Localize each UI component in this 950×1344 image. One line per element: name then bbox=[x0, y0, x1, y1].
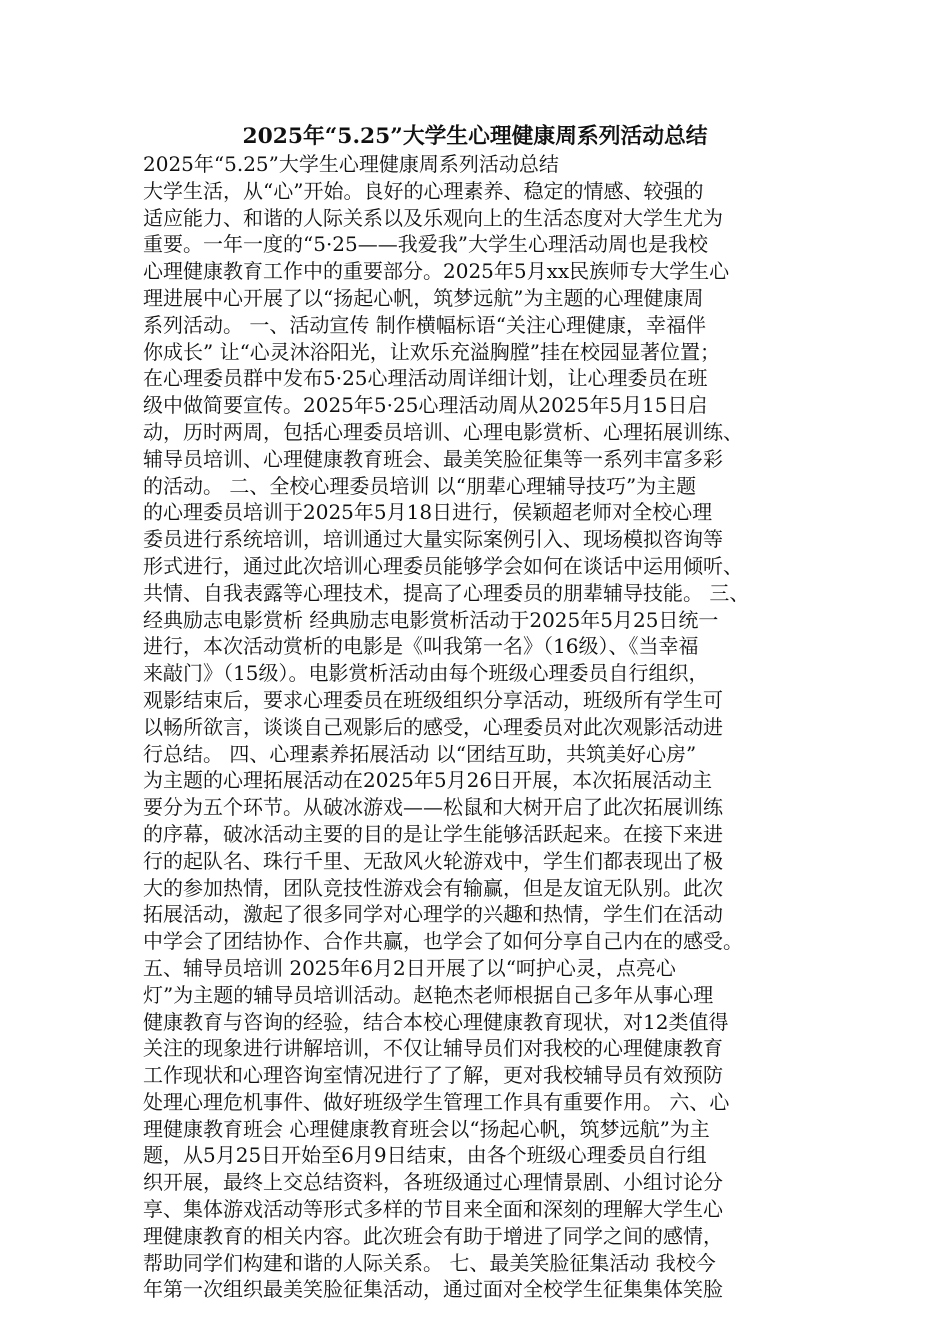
body-text-line: 重要。一年一度的“5·25——我爱我”大学生心理活动周也是我校 bbox=[143, 232, 708, 257]
body-text-line: 灯”为主题的辅导员培训活动。赵艳杰老师根据自己多年从事心理 bbox=[143, 982, 714, 1007]
document-subtitle-line: 2025年“5.25”大学生心理健康周系列活动总结 bbox=[143, 152, 559, 176]
body-text-line: 的活动。 二、全校心理委员培训 以“朋辈心理辅导技巧”为主题 bbox=[143, 473, 697, 498]
body-text-line: 进行，本次活动赏析的电影是《叫我第一名》（16级）、《当幸福 bbox=[143, 634, 699, 659]
body-text-line: 理进展中心开展了以“扬起心帆，筑梦远航”为主题的心理健康周 bbox=[143, 285, 704, 310]
body-text-line: 经典励志电影赏析 经典励志电影赏析活动于2025年5月25日统一 bbox=[143, 607, 719, 632]
body-text-line: 在心理委员群中发布5·25心理活动周详细计划，让心理委员在班 bbox=[143, 366, 708, 391]
body-text-line: 以畅所欲言，谈谈自己观影后的感受，心理委员对此次观影活动进 bbox=[143, 714, 723, 739]
body-text-line: 行总结。 四、心理素养拓展活动 以“团结互助，共筑美好心房” bbox=[143, 741, 697, 766]
body-text-line: 健康教育与咨询的经验，结合本校心理健康教育现状，对12类值得 bbox=[143, 1009, 729, 1034]
body-text-line: 拓展活动，激起了很多同学对心理学的兴趣和热情，学生们在活动 bbox=[143, 902, 723, 927]
body-text-line: 工作现状和心理咨询室情况进行了了解，更对我校辅导员有效预防 bbox=[143, 1063, 723, 1088]
body-text-line: 共情、自我表露等心理技术，提高了心理委员的朋辈辅导技能。 三、 bbox=[143, 580, 750, 605]
body-text-line: 观影结束后，要求心理委员在班级组织分享活动，班级所有学生可 bbox=[143, 687, 723, 712]
body-text-line: 适应能力、和谐的人际关系以及乐观向上的生活态度对大学生尤为 bbox=[143, 205, 723, 230]
body-text-line: 中学会了团结协作、合作共赢，也学会了如何分享自己内在的感受。 bbox=[143, 929, 743, 954]
body-text-line: 五、辅导员培训 2025年6月2日开展了以“呵护心灵，点亮心 bbox=[143, 955, 676, 980]
body-text-line: 大学生活，从“心”开始。良好的心理素养、稳定的情感、较强的 bbox=[143, 178, 704, 203]
body-text-line: 动，历时两周，包括心理委员培训、心理电影赏析、心理拓展训练、 bbox=[143, 419, 743, 444]
body-text-line: 辅导员培训、心理健康教育班会、最美笑脸征集等一系列丰富多彩 bbox=[143, 446, 723, 471]
body-text-line: 要分为五个环节。从破冰游戏——松鼠和大树开启了此次拓展训练 bbox=[143, 795, 723, 820]
body-text-line: 委员进行系统培训，培训通过大量实际案例引入、现场模拟咨询等 bbox=[143, 527, 723, 552]
body-text-line: 关注的现象进行讲解培训，不仅让辅导员们对我校的心理健康教育 bbox=[143, 1036, 723, 1061]
body-text-line: 享、集体游戏活动等形式多样的节目来全面和深刻的理解大学生心 bbox=[143, 1197, 723, 1222]
body-text-line: 来敲门》（15级）。电影赏析活动由每个班级心理委员自行组织， bbox=[143, 661, 709, 686]
body-text-line: 大的参加热情，团队竞技性游戏会有输赢，但是友谊无队别。此次 bbox=[143, 875, 723, 900]
body-text-line: 心理健康教育工作中的重要部分。2025年5月xx民族师专大学生心 bbox=[143, 259, 730, 284]
body-text-line: 为主题的心理拓展活动在2025年5月26日开展，本次拓展活动主 bbox=[143, 768, 713, 793]
body-text-line: 行的起队名、珠行千里、无敌风火轮游戏中，学生们都表现出了极 bbox=[143, 848, 723, 873]
document-title: 2025年“5.25”大学生心理健康周系列活动总结 bbox=[242, 124, 708, 149]
body-text-line: 的心理委员培训于2025年5月18日进行，侯颖超老师对全校心理 bbox=[143, 500, 713, 525]
body-text-line: 织开展，最终上交总结资料，各班级通过心理情景剧、小组讨论分 bbox=[143, 1170, 723, 1195]
body-text-line: 处理心理危机事件、做好班级学生管理工作具有重要作用。 六、心 bbox=[143, 1089, 730, 1114]
body-text-line: 形式进行，通过此次培训心理委员能够学会如何在谈话中运用倾听、 bbox=[143, 553, 743, 578]
body-text-line: 题，从5月25日开始至6月9日结束，由各个班级心理委员自行组 bbox=[143, 1143, 707, 1168]
document-body bbox=[143, 151, 813, 1303]
body-text-line: 年第一次组织最美笑脸征集活动，通过面对全校学生征集集体笑脸 bbox=[143, 1277, 723, 1302]
body-text-line: 理健康教育班会 心理健康教育班会以“扬起心帆，筑梦远航”为主 bbox=[143, 1116, 710, 1141]
body-text-line: 帮助同学们构建和谐的人际关系。 七、最美笑脸征集活动 我校今 bbox=[143, 1250, 716, 1275]
body-text-line: 系列活动。 一、活动宣传 制作横幅标语“关注心理健康，幸福伴 bbox=[143, 312, 706, 337]
body-text-line: 你成长” 让“心灵沐浴阳光，让欢乐充溢胸膛”挂在校园显著位置； bbox=[143, 339, 721, 364]
body-text-line: 级中做简要宣传。2025年5·25心理活动周从2025年5月15日启 bbox=[143, 393, 708, 418]
body-text-line: 理健康教育的相关内容。此次班会有助于增进了同学之间的感情， bbox=[143, 1223, 723, 1248]
body-text-line: 的序幕，破冰活动主要的目的是让学生能够活跃起来。在接下来进 bbox=[143, 821, 723, 846]
